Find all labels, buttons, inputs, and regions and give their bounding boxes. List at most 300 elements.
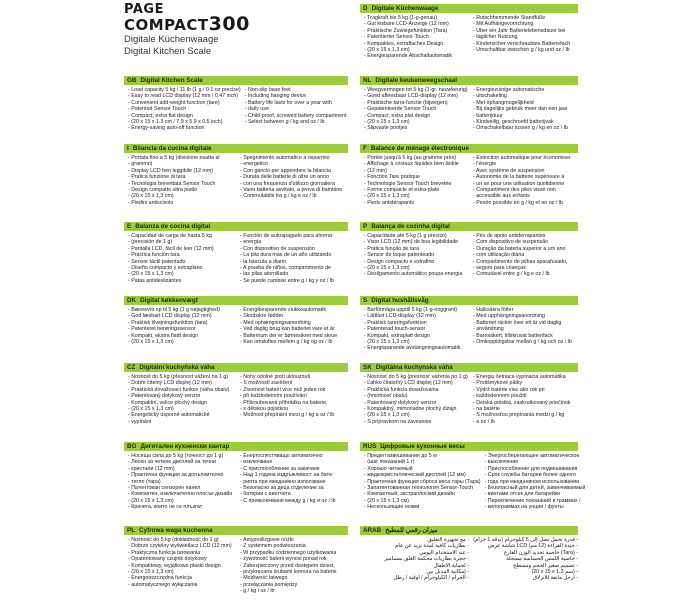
feature-item: - Ľahko čitateľný LCD displej (12 mm) <box>364 380 469 386</box>
brand-top: PAGE <box>124 2 164 17</box>
feature-list-left <box>360 155 469 206</box>
feature-item: - (20 x 15 x 1,3 cm) <box>128 406 236 412</box>
feature-item: قدرة تحمل تصل إلى 5 كيلوجرام (بدقة 1 جرام) - <box>473 537 578 543</box>
feature-lists <box>360 85 578 132</box>
feature-item: - Duração da bateria superior a um ano <box>473 246 578 252</box>
feature-item: - Design compacto e extrafino <box>364 259 469 265</box>
feature-item: - W przypadku codziennego użytkowania <box>240 550 348 556</box>
feature-item: - Child-proof, screwed battery compartment <box>245 113 348 119</box>
feature-item: - Lättläst LCD-display (12 mm) <box>364 313 469 319</box>
feature-item: - Patentierter Sensor-Touch <box>364 34 469 40</box>
feature-item: - Хорошо читаемый <box>364 466 481 472</box>
feature-item: - grammo) <box>128 161 236 167</box>
section-bar <box>360 4 578 13</box>
section-title: Digital hushållsvåg <box>371 297 429 304</box>
feature-item: - s dětskou pojistkou <box>240 406 348 412</box>
section-f <box>360 144 578 206</box>
feature-item: - Gepatenteerde Sensor Touch <box>364 106 469 112</box>
feature-item: - Носеща сила до 5 kg (точност до 1 g) <box>128 453 236 459</box>
feature-item: - Sensor táctil patentado <box>128 259 236 265</box>
section-title: Digitální kuchyňská váha <box>139 364 215 371</box>
feature-item: - винтами отсек для батарейки <box>485 491 586 497</box>
feature-item: - Goed afleesbaar LCD-display (12 mm) <box>364 93 469 99</box>
section-sk <box>360 363 578 425</box>
feature-item: - Energisparande avstängningsautomatik <box>364 345 469 351</box>
subtitle-de: Digitale Küchenwaage <box>124 34 219 45</box>
feature-list-right <box>236 155 348 206</box>
feature-item: - Energooszczędna funkcja <box>128 575 236 581</box>
feature-item: - Nohy odolné proti uklouznutí <box>240 374 348 380</box>
feature-item: - Con dispositivo de suspensión <box>240 246 348 252</box>
language-code: SK <box>363 364 372 371</box>
feature-item: - Zabezpieczony przed dostępem dzieci, <box>240 563 348 569</box>
feature-item: - Umschaltbar zwischen g / kg und oz / lb <box>473 47 578 53</box>
feature-list-left <box>124 87 241 132</box>
feature-item: بطاريات كافية لمدة تزيد عن عام - <box>364 543 469 549</box>
feature-item: - l'énergie <box>473 161 578 167</box>
feature-item: - Fonction Tare pratique <box>364 174 469 180</box>
feature-item: - Über ein Jahr Batterielebensdauer bei <box>473 28 578 34</box>
header <box>124 4 344 57</box>
language-code: NL <box>363 77 372 84</box>
feature-item: - przełączania pomiędzy <box>240 582 348 588</box>
feature-item: - A prueba de niños, compartimento de <box>240 265 348 271</box>
feature-lists <box>360 372 578 425</box>
feature-lists <box>360 535 578 582</box>
feature-item: - Praktisk tilvejningsfunktion (tara) <box>128 320 236 326</box>
feature-item: - (20 x 15 x 1,3 cm) <box>128 569 236 575</box>
feature-item: - S možnosťou prepínania medzi g / kg <box>473 412 578 418</box>
feature-item: - Load capacity 5 kg / 11 lb (1 g / 0.1 oz precise) <box>128 87 241 93</box>
feature-item: - Affichage à cristaux liquides bien lisible <box>364 161 469 167</box>
feature-item: - Batteriet räcker över ett år vid daglig <box>473 320 578 326</box>
feature-item: - Protišmykové pätky <box>473 380 578 386</box>
section-nl <box>360 76 578 132</box>
feature-item: - Praktická dovažovací funkce (váha obalu) <box>128 387 236 393</box>
feature-list-right <box>236 537 348 595</box>
section-title: Cyfrowa waga kuchenna <box>139 527 213 534</box>
feature-item: - God læsbart LCD display (12 mm) <box>128 313 236 319</box>
feature-list-left <box>124 374 236 425</box>
language-code: PL <box>127 527 136 534</box>
feature-item: - Barnsäkert, tillskruvat batterifack <box>473 333 578 339</box>
feature-item: - килограммах на унции / фунты <box>485 504 586 510</box>
feature-item: - Životnost baterií více než jeden rok <box>240 387 348 393</box>
feature-item: مع تجهيزة التعليق - <box>364 537 469 543</box>
feature-item: - Dobrze czytelny wyświetlacz LCD (12 mm) <box>128 543 236 549</box>
feature-item: - Pés de apoio antiderrapantes <box>473 233 578 239</box>
feature-item: - Mit Aufhängevorrichtung <box>473 21 578 27</box>
feature-item: - przykręcana śrubami komora na baterie <box>240 569 348 575</box>
feature-item: - Kindersicher verschraubtes Batteriefach <box>473 41 578 47</box>
section-bar <box>124 442 348 451</box>
feature-lists <box>124 231 348 284</box>
subtitle-en: Digital Kitchen Scale <box>124 46 212 57</box>
feature-item: - Spegnimento automatico a risparmio <box>240 155 348 161</box>
feature-item: - Capacidad de carga de hasta 5 kg <box>128 233 236 239</box>
feature-item: - Bärförmåga upptill 5 kg (1-g-noggrant) <box>364 307 469 313</box>
feature-item: - Praktische Zuwiegefunktion (Tara) <box>364 28 469 34</box>
feature-item: - Función de autoapagado para ahorrar <box>240 233 348 239</box>
feature-item: - Rutschhemmende Standfüße <box>473 15 578 21</box>
section-title: Balança de cozinha digital <box>371 223 450 230</box>
section-bar <box>360 526 578 535</box>
feature-item: - Weegvermogen tot 5 kg (1-gr. nauwkeurig) <box>364 87 469 93</box>
feature-item: - Halksäkra fötter <box>473 307 578 313</box>
feature-item: - (hmotnosť obalu) <box>364 393 469 399</box>
feature-item: - Приспособление для подвешивания <box>485 466 586 472</box>
feature-item: - Com dispositivo de suspensão <box>473 239 578 245</box>
feature-list-right <box>236 307 348 345</box>
section-bar <box>124 296 348 305</box>
section-bar <box>360 363 578 372</box>
feature-item: - (20 x 15 x 1,3 cm) <box>128 339 236 345</box>
feature-list-left <box>360 307 469 352</box>
feature-item: - Tragkraft bis 5 kg (1-g-genau) <box>364 15 469 21</box>
feature-item: - Практична функция за допълнително <box>128 472 236 478</box>
feature-item: - Omkopplingsbar mellan g / kg och oz / lb <box>473 339 578 345</box>
feature-item: - Durata delle batterie di oltre un anno <box>240 174 348 180</box>
feature-list-right <box>469 15 578 60</box>
language-code: P <box>363 223 368 230</box>
feature-item: - batterijduur <box>473 113 578 119</box>
feature-item: - Display LCD ben leggibile (12 mm) <box>128 168 236 174</box>
section-d <box>360 4 578 60</box>
feature-item: - La pila dura más de un año utilizando <box>240 252 348 258</box>
feature-list-left <box>360 537 469 582</box>
feature-item: - Gut lesbare LCD-Anzeige (12 mm) <box>364 21 469 27</box>
feature-item: - Portata fino a 5 kg (divisione esatta al <box>128 155 236 161</box>
feature-list-right <box>481 453 586 511</box>
section-bar <box>360 222 578 231</box>
feature-item: - Compartiment des piles vissé non <box>473 187 578 193</box>
section-rus <box>360 442 586 511</box>
feature-item: - Compact, extra flat design <box>128 113 241 119</box>
feature-item: - Kindveilig, geschroefd batterijvak <box>473 119 578 125</box>
section-title: Digitálna kuchynská váha <box>375 364 453 371</box>
feature-lists <box>124 535 348 595</box>
feature-item: - Крачета, които не се плъзгат <box>128 504 236 510</box>
feature-item: - na batérie <box>473 406 578 412</box>
feature-item: - Компактный, экстраплоский дизайн <box>364 491 481 497</box>
feature-list-right <box>236 453 348 511</box>
feature-item: - Możliwość łatwego <box>240 575 348 581</box>
feature-item: - Med ophængningsanordning <box>240 320 348 326</box>
feature-item: - рията при ежедневно използване <box>240 479 348 485</box>
feature-item: - Non-slip base feet <box>245 87 348 93</box>
feature-lists <box>124 451 348 511</box>
feature-item: - Autonomie de la batterie supérieure à <box>473 174 578 180</box>
feature-list-right <box>469 307 578 352</box>
section-bar <box>124 144 348 153</box>
section-s <box>360 296 578 352</box>
feature-item: - Энергосберегающее автоматическое <box>485 453 586 459</box>
feature-item: - Antypoślizgowe nóżki <box>240 537 348 543</box>
language-code: GB <box>127 77 137 84</box>
feature-item: - Diseño compacto y extraplano <box>128 265 236 271</box>
feature-item: - Pieds antidérapants <box>364 200 469 206</box>
feature-item: - Лесен за четене дисплей на течни <box>128 459 236 465</box>
section-arab <box>360 526 578 582</box>
feature-list-right <box>469 537 578 582</box>
feature-item: - Nośność do 5 kg (dokładność do 1 g) <box>128 537 236 543</box>
feature-item: (20 x 15 x 1,3 سم) - <box>473 569 578 575</box>
feature-item: - Batterirum der er børnesikret med skrue <box>240 333 348 339</box>
feature-item: - Slipvaste pootjes <box>364 125 469 131</box>
feature-item: - Предел взвешивания до 5 кг <box>364 453 481 459</box>
feature-item: تصميم صغير الحجم ومسطح - <box>473 563 578 569</box>
feature-item: أرجل مانعة للانزلاق - <box>473 575 578 581</box>
feature-item: إمكانية التبديل بين - <box>364 569 469 575</box>
feature-item: - Patentovaný dotykový senzor <box>128 393 236 399</box>
feature-item: - Dobře čitelný LCD displej (12 mm) <box>128 380 236 386</box>
feature-item: - Patas antideslizantes <box>128 278 236 284</box>
brand-number: 300 <box>208 13 250 35</box>
language-code: CZ <box>127 364 136 371</box>
feature-item: - Praktická funkcia dovažovania <box>364 387 469 393</box>
feature-item: - Tecnologia brevettata Sensor Touch <box>128 181 236 187</box>
feature-list-left <box>360 15 469 60</box>
feature-item: - Переключение показаний в граммах / <box>485 498 586 504</box>
feature-item: - Bij dagelijks gebruik meer dan een jaar <box>473 106 578 112</box>
feature-item: - Omschakelbaar tussen g / kg en oz / lb <box>473 125 578 131</box>
language-code: S <box>363 297 368 304</box>
feature-item: - Sensor de toque patenteado <box>364 252 469 258</box>
feature-item: - тегло (тара) <box>128 479 236 485</box>
section-bar <box>360 442 578 451</box>
feature-item: - daily use <box>245 106 348 112</box>
feature-lists <box>124 85 348 132</box>
section-title: Дигитален кухненски кантар <box>140 443 230 450</box>
feature-item: - täglicher Nutzung <box>473 34 578 40</box>
brand-main <box>124 13 344 35</box>
feature-item: - seguro para crianças <box>473 265 578 271</box>
feature-lists <box>360 231 578 278</box>
feature-item: - Detská poistka, zaskrutkovaný priečinok <box>473 400 578 406</box>
feature-item: - Se puede cambiar entre g / kg y oz / lb <box>240 278 348 284</box>
section-title: ميزان رقمي للمطبخ <box>385 527 438 534</box>
section-bg <box>124 442 348 511</box>
feature-item: - Енергоспестяващо автоматично <box>240 453 348 459</box>
feature-item: - Patentovaný dotykový senzor <box>364 400 469 406</box>
section-dk <box>124 296 348 345</box>
feature-list-right <box>241 87 348 132</box>
feature-item: - při každodenním používání <box>240 393 348 399</box>
feature-item: - Portée jusqu'à 5 kg (au gramme près) <box>364 155 469 161</box>
feature-item: - uitschakeling <box>473 93 578 99</box>
language-code: RUS <box>363 443 377 450</box>
feature-item: - (20 x 15 x 1,3 cm) <box>364 119 469 125</box>
section-bar <box>360 76 578 85</box>
feature-item: - Comutável entre g / kg e oz / lb <box>473 271 578 277</box>
brand-word: COMPACT <box>124 16 209 34</box>
feature-item: - a oz / lb <box>473 419 578 425</box>
section-bar <box>360 144 578 153</box>
feature-item: - Design compatto ultra piatto <box>128 187 236 193</box>
feature-item: - Extinction automatique pour économiser <box>473 155 578 161</box>
feature-item: - żywotność baterii wynosi ponad rok <box>240 556 348 562</box>
feature-item: - Kompakt, ekstra fladt design <box>128 333 236 339</box>
feature-list-left <box>124 537 236 595</box>
feature-item: - Kompakt, extraplatt design <box>364 333 469 339</box>
feature-list-right <box>469 87 578 132</box>
feature-item: - las pilas atornillado <box>240 271 348 277</box>
feature-item: - Con gancio per appendere la bilancia <box>240 168 348 174</box>
feature-item: - každodennom použití <box>473 393 578 399</box>
feature-item: - Kompaktní, velice plochý design <box>128 400 236 406</box>
feature-item: - кристали (12 mm) <box>128 466 236 472</box>
feature-item: - (precisión de 1 g) <box>128 239 236 245</box>
feature-list-left <box>124 233 236 284</box>
feature-list-left <box>124 155 236 206</box>
feature-item: - S možností zavěšení <box>240 380 348 386</box>
feature-item: - Praktische tarra-functie (bijwegen) <box>364 100 469 106</box>
feature-list-left <box>124 453 236 511</box>
feature-item: - g / kg i oz / lb <box>240 588 348 594</box>
feature-lists <box>124 372 348 425</box>
section-title: Digitale Küchenwaage <box>371 5 439 12</box>
feature-item: - Pratica funzione di tara <box>128 174 236 180</box>
feature-lists <box>360 153 578 206</box>
feature-item: - С приспособление за закачане <box>240 466 348 472</box>
feature-item: - (20 x 15 x 1,3 cm) <box>364 193 469 199</box>
feature-list-left <box>360 87 469 132</box>
feature-item: - (20 x 15 x 1,3 cm) <box>128 498 236 504</box>
section-bar <box>360 296 578 305</box>
feature-item: - Forme compacte et extra-plate <box>364 187 469 193</box>
feature-item: - com utilização diária <box>473 252 578 258</box>
feature-item: خاصية تحديد الوزن الفارغ (Tara) - <box>473 550 578 556</box>
feature-item: - (20 x 15 x 1,3 cm) <box>128 271 236 277</box>
feature-item: حجرة بطاريات محكمة الغلق بمسامير - <box>364 556 469 562</box>
feature-item: - Energiu šetriaca vypínacia automatika <box>473 374 578 380</box>
feature-item: - Kompaktowy, wyjątkowo płaski design <box>128 563 236 569</box>
feature-item: - Patenterad touch-sensor <box>364 326 469 332</box>
feature-list-right <box>236 233 348 284</box>
section-title: Digital Kitchen Scale <box>140 77 203 84</box>
feature-item: - Nosnost do 5 kg (přesnost vážení na 1 g) <box>128 374 236 380</box>
feature-item: - Přišroubovaná přihrádka na baterie, <box>240 400 348 406</box>
feature-item: شاشة عرض LCD جيدة القراءة (12 مم) - <box>473 543 578 549</box>
feature-item: - Energy-saving auto-off function <box>128 125 241 131</box>
feature-list-left <box>360 453 481 511</box>
feature-item: - Z systemem podwieszania <box>240 543 348 549</box>
feature-item: - Battery life lasts for over a year with <box>245 100 348 106</box>
feature-item: - (20 x 15 x 1,3 см) <box>364 498 481 504</box>
section-gb <box>124 76 348 132</box>
section-e <box>124 222 348 284</box>
feature-item: - vypínání <box>128 419 236 425</box>
feature-lists <box>360 305 578 352</box>
feature-item: - Срок службы батареи более одного <box>485 472 586 478</box>
feature-item: - (20 x 15 x 1,3 cm) <box>128 193 236 199</box>
section-title: Digital køkkenvægt <box>140 297 198 304</box>
feature-lists <box>360 451 586 511</box>
language-code: DK <box>127 297 137 304</box>
feature-item: - Piedini antiscivolo <box>128 200 236 206</box>
feature-item: - Convenient add-weight function (tare) <box>128 100 241 106</box>
feature-item: - Нескользящие ножки <box>364 504 481 510</box>
feature-item: - Практичная функция сброса веса тары (Тара) <box>364 479 481 485</box>
section-title: Цифровые кухонные весы <box>380 443 465 450</box>
feature-item: - automatycznego wyłączania <box>128 582 236 588</box>
feature-item: - (шаг показаний 1 г) <box>364 459 481 465</box>
section-title: Digitale keukenweegschaal <box>375 77 457 84</box>
feature-item: - Energeticky úsporné automatické <box>128 412 236 418</box>
feature-item: - (20 x 15 x 1,3 cm) <box>364 339 469 345</box>
feature-item: - Energiezuinige automatische <box>473 87 578 93</box>
feature-item: - con una frequenza d'utilizzo giornaliera <box>240 181 348 187</box>
feature-item: - Запатентованная технология Sensor-Touch <box>364 485 481 491</box>
section-bar <box>124 222 348 231</box>
feature-item: - Kan omskiftes mellem g / kg og oz / lb <box>240 339 348 345</box>
feature-lists <box>124 153 348 206</box>
feature-item: - батерии с винтчета <box>240 491 348 497</box>
feature-list-right <box>469 233 578 278</box>
language-code: E <box>127 223 132 230</box>
feature-item: - Безопасный для детей, завинчиваемый <box>485 485 586 491</box>
feature-item: - Pantalla LCD, fácil de leer (12 mm) <box>128 246 236 252</box>
language-code: D <box>363 5 368 12</box>
feature-item: عند الاستخدام اليومي - <box>364 550 469 556</box>
feature-item: - Praktyczna funkcja tarowania <box>128 550 236 556</box>
feature-item: - С превключване между g / kg и oz / lb <box>240 498 348 504</box>
section-pl <box>124 526 348 595</box>
feature-item: - energetico <box>240 161 348 167</box>
section-title: Balance de ménage électronique <box>370 145 469 152</box>
feature-item: - (20 x 15 x 1,3 cm) <box>364 265 469 271</box>
feature-item: - Praktisk tareringsfunktion <box>364 320 469 326</box>
section-title: Balanza de cocina digital <box>135 223 211 230</box>
section-bar <box>124 76 348 85</box>
feature-item: - Compact, extra plat design <box>364 113 469 119</box>
feature-item: - användning <box>473 326 578 332</box>
feature-item: - Energiesparende Abschaltautomatik <box>364 53 469 59</box>
feature-item: - выключение <box>485 459 586 465</box>
feature-item: - Skridsikre fødder <box>240 313 348 319</box>
feature-item: - accessible aux enfants <box>473 193 578 199</box>
section-title: Bilancia da cucina digitale <box>132 145 212 152</box>
feature-item: - Bæreevnt op til 5 kg (1 g nøjagtighed) <box>128 307 236 313</box>
language-code: BG <box>127 443 137 450</box>
feature-list-left <box>124 307 236 345</box>
feature-item: - года при ежедневном использовании. <box>485 479 586 485</box>
feature-list-right <box>469 374 578 425</box>
feature-item: - Compartimento de pilhas aparafusado, <box>473 259 578 265</box>
feature-item: - Select between g / kg and oz / lb <box>245 119 348 125</box>
feature-item: - Патентован сензорен панел <box>128 485 236 491</box>
feature-item: - Patented Sensor Touch <box>128 106 241 112</box>
feature-item: - Práctica función tara <box>128 252 236 258</box>
feature-item: - (12 mm) <box>364 168 469 174</box>
feature-list-right <box>469 155 578 206</box>
feature-item: - Výdrž batérie viac ako rok pri <box>473 387 578 393</box>
section-bar <box>124 526 348 535</box>
feature-item: - Commutabile tra g / kg e oz / lb <box>240 193 348 199</box>
feature-item: لحماية الأطفال - <box>364 563 469 569</box>
section-bar <box>124 363 348 372</box>
section-p <box>360 222 578 278</box>
feature-item: - Met ophangmogelijkheid <box>473 100 578 106</box>
feature-item: - Opatentowany czujnik dotykowy <box>128 556 236 562</box>
feature-item: - (20 x 15 x 1,3 cm) <box>364 412 469 418</box>
feature-lists <box>360 13 578 60</box>
feature-item: - Ved daglig brug kan batteriet vare et år <box>240 326 348 332</box>
feature-list-left <box>360 233 469 278</box>
feature-item: - (20 x 15 x 1.3 cm / 7.9 x 5.9 x 0.5 inch) <box>128 119 241 125</box>
feature-item: - un an pour une utilisation quotidienne <box>473 181 578 187</box>
section-i <box>124 144 348 206</box>
